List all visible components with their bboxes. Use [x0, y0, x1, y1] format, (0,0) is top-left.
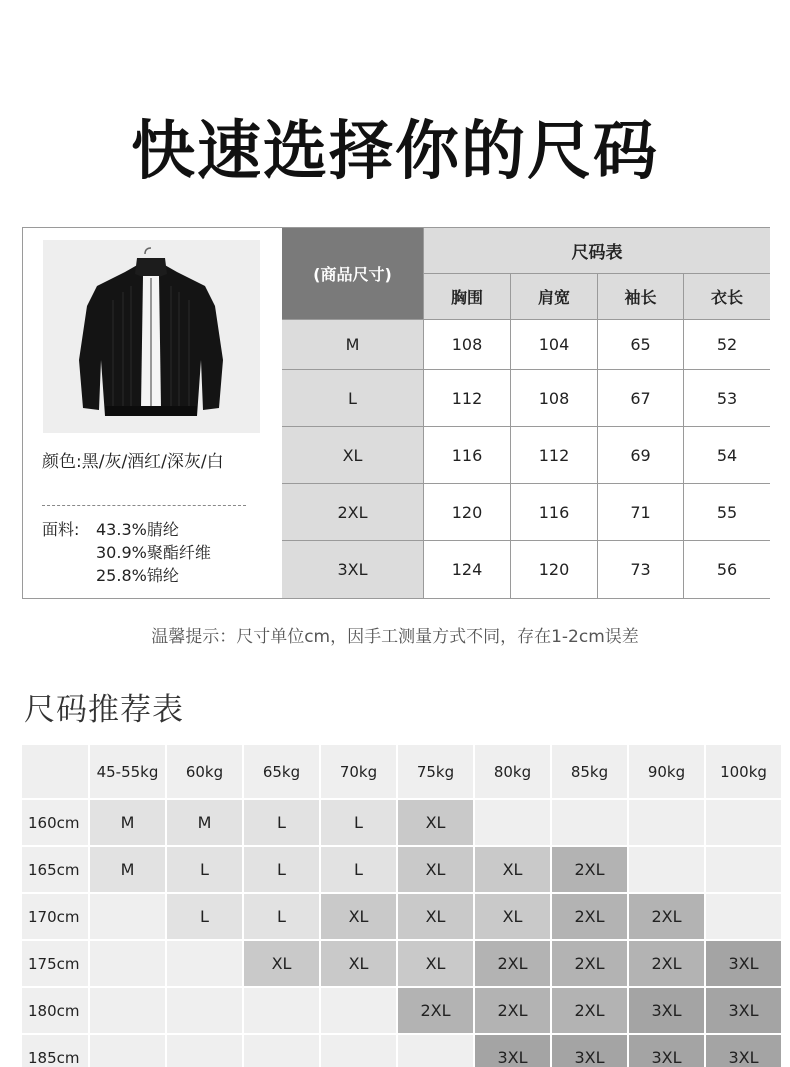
weight-header: 75kg	[398, 745, 473, 798]
table-cell: 108	[424, 320, 511, 370]
weight-header: 45-55kg	[90, 745, 165, 798]
recommend-cell: XL	[321, 941, 396, 986]
height-header: 165cm	[22, 847, 88, 892]
recommend-cell	[244, 1035, 319, 1067]
size-chart-header: 尺码表	[424, 228, 770, 274]
size-label: 3XL	[282, 541, 424, 598]
table-cell: 54	[684, 427, 770, 484]
recommend-cell: 3XL	[475, 1035, 550, 1067]
recommend-cell	[90, 894, 165, 939]
fabric-line: 43.3%腈纶	[96, 520, 179, 539]
column-header-chest: 胸围	[424, 274, 511, 320]
table-cell: 112	[424, 370, 511, 427]
table-cell: 112	[511, 427, 598, 484]
recommend-cell: 3XL	[706, 988, 781, 1033]
recommend-cell	[398, 1035, 473, 1067]
weight-header: 80kg	[475, 745, 550, 798]
height-header: 170cm	[22, 894, 88, 939]
table-cell: 71	[598, 484, 684, 541]
column-header-length: 衣长	[684, 274, 770, 320]
recommend-cell	[244, 988, 319, 1033]
recommend-cell: 2XL	[475, 988, 550, 1033]
recommend-cell: M	[90, 800, 165, 845]
size-label: 2XL	[282, 484, 424, 541]
product-panel	[23, 228, 282, 598]
table-cell: 53	[684, 370, 770, 427]
size-label: M	[282, 320, 424, 370]
recommend-cell: XL	[398, 847, 473, 892]
table-cell: 116	[511, 484, 598, 541]
recommend-cell: L	[321, 847, 396, 892]
column-header-shoulder: 肩宽	[511, 274, 598, 320]
recommend-cell: M	[90, 847, 165, 892]
weight-header: 70kg	[321, 745, 396, 798]
recommend-cell: 2XL	[475, 941, 550, 986]
fabric-line: 30.9%聚酯纤维	[96, 543, 211, 562]
recommend-cell: 3XL	[552, 1035, 627, 1067]
recommend-cell	[167, 941, 242, 986]
size-label: XL	[282, 427, 424, 484]
table-cell: 108	[511, 370, 598, 427]
recommend-cell: 3XL	[629, 1035, 704, 1067]
recommend-cell: 3XL	[629, 988, 704, 1033]
measurement-tip: 温馨提示：尺寸单位cm，因手工测量方式不同，存在1-2cm误差	[151, 627, 639, 647]
height-header: 160cm	[22, 800, 88, 845]
recommend-cell	[706, 800, 781, 845]
table-cell: 55	[684, 484, 770, 541]
table-cell: 67	[598, 370, 684, 427]
table-cell: 116	[424, 427, 511, 484]
fabric-line: 25.8%锦纶	[96, 566, 179, 585]
recommend-cell: 2XL	[552, 941, 627, 986]
recommend-cell: L	[244, 847, 319, 892]
recommend-cell: 2XL	[552, 988, 627, 1033]
height-header: 180cm	[22, 988, 88, 1033]
recommend-cell: XL	[475, 847, 550, 892]
recommend-cell: L	[167, 894, 242, 939]
recommend-cell	[552, 800, 627, 845]
column-header-sleeve: 袖长	[598, 274, 684, 320]
recommend-cell	[321, 988, 396, 1033]
color-options-text: 颜色:黑/灰/酒红/深灰/白	[42, 452, 224, 472]
weight-header: 90kg	[629, 745, 704, 798]
weight-header: 85kg	[552, 745, 627, 798]
size-chart-table	[282, 228, 770, 598]
height-header: 175cm	[22, 941, 88, 986]
recommend-cell	[706, 847, 781, 892]
recommend-cell	[90, 941, 165, 986]
recommend-cell: XL	[321, 894, 396, 939]
recommend-cell	[321, 1035, 396, 1067]
recommend-cell: 2XL	[398, 988, 473, 1033]
recommend-cell	[629, 800, 704, 845]
recommend-cell	[706, 894, 781, 939]
recommend-cell: 2XL	[629, 894, 704, 939]
table-cell: 69	[598, 427, 684, 484]
cardigan-icon	[43, 240, 260, 433]
recommend-cell	[167, 988, 242, 1033]
recommend-cell	[90, 1035, 165, 1067]
fabric-label: 面料:	[42, 520, 80, 539]
product-size-header: (商品尺寸)	[282, 228, 424, 320]
recommend-cell: XL	[475, 894, 550, 939]
weight-header: 60kg	[167, 745, 242, 798]
recommend-cell: XL	[244, 941, 319, 986]
size-chart-section	[22, 227, 770, 599]
recommend-cell: L	[244, 894, 319, 939]
table-cell: 52	[684, 320, 770, 370]
recommend-cell: XL	[398, 894, 473, 939]
recommend-cell: 2XL	[552, 894, 627, 939]
table-cell: 73	[598, 541, 684, 598]
size-label: L	[282, 370, 424, 427]
product-photo	[43, 240, 260, 433]
table-corner-cell	[22, 745, 88, 798]
recommend-cell: 3XL	[706, 941, 781, 986]
recommend-cell: 3XL	[706, 1035, 781, 1067]
table-cell: 65	[598, 320, 684, 370]
recommend-cell: XL	[398, 941, 473, 986]
divider	[42, 505, 246, 506]
page-title: 快速选择你的尺码	[131, 115, 659, 189]
recommend-cell: L	[244, 800, 319, 845]
recommend-cell	[167, 1035, 242, 1067]
recommend-cell: L	[167, 847, 242, 892]
table-cell: 56	[684, 541, 770, 598]
recommend-title: 尺码推荐表	[24, 692, 184, 728]
weight-header: 100kg	[706, 745, 781, 798]
table-cell: 124	[424, 541, 511, 598]
size-recommend-table	[22, 745, 772, 1067]
recommend-cell	[90, 988, 165, 1033]
table-cell: 120	[424, 484, 511, 541]
recommend-cell: 2XL	[629, 941, 704, 986]
recommend-cell: XL	[398, 800, 473, 845]
recommend-cell: 2XL	[552, 847, 627, 892]
recommend-cell	[475, 800, 550, 845]
table-cell: 104	[511, 320, 598, 370]
table-cell: 120	[511, 541, 598, 598]
height-header: 185cm	[22, 1035, 88, 1067]
recommend-cell: M	[167, 800, 242, 845]
recommend-cell	[629, 847, 704, 892]
weight-header: 65kg	[244, 745, 319, 798]
recommend-cell: L	[321, 800, 396, 845]
